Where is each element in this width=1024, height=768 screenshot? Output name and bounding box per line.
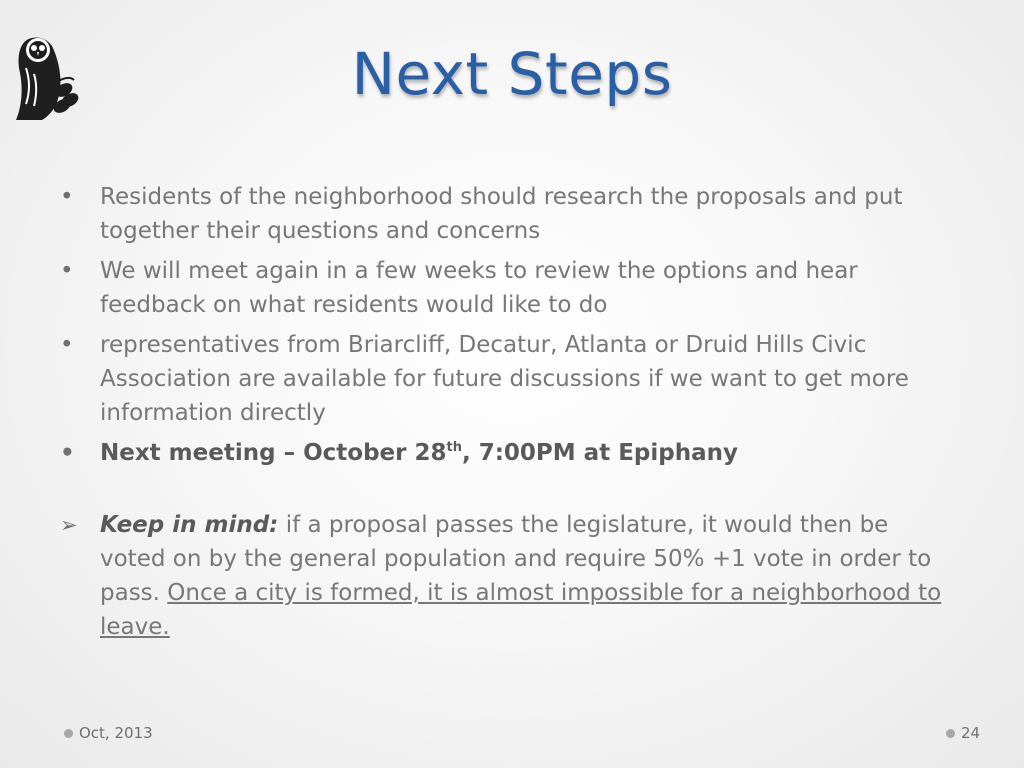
bullet-item	[56, 328, 956, 430]
footer-date-text: Oct, 2013	[79, 724, 153, 742]
bullet-item	[56, 254, 956, 322]
keep-in-mind-lead: Keep in mind:	[100, 512, 279, 538]
footer-page-text: 24	[961, 724, 981, 742]
bullet-text: Residents of the neighborhood should research the proposals and put together their questions and concerns	[100, 184, 903, 244]
bullet-item	[56, 180, 956, 248]
bullet-text: We will meet again in a few weeks to review the options and hear feedback on what residents would like to do	[100, 258, 858, 318]
footer-date	[64, 724, 153, 742]
keep-in-mind-underlined: Once a city is formed, it is almost impossible for a neighborhood to leave.	[100, 580, 942, 640]
bullet-icon: •	[60, 184, 74, 210]
meeting-prefix: Next meeting – October 28	[100, 440, 447, 466]
page-title: Next Steps	[351, 40, 673, 108]
bullet-text: representatives from Briarcliff, Decatur, Atlanta or Druid Hills Civic Association are available for future discussions if we want to get more information directly	[100, 332, 909, 426]
meeting-suffix: , 7:00PM at Epiphany	[461, 440, 738, 466]
slide-body	[56, 180, 956, 644]
footer-dot-icon	[946, 729, 955, 738]
footer-page-number	[946, 724, 980, 742]
bullet-icon: •	[60, 258, 74, 284]
meeting-sup: th	[446, 440, 462, 455]
bullet-icon: •	[60, 332, 74, 358]
bullet-icon: •	[60, 440, 75, 466]
keep-in-mind-text: if a proposal passes the legislature, it would then be voted on by the general population and require 50% +1 vote in order to pass.	[100, 512, 932, 606]
arrow-bullet-icon: ➢	[60, 513, 78, 537]
next-meeting-item	[56, 436, 956, 470]
keep-in-mind-item	[56, 508, 956, 644]
footer-dot-icon	[64, 729, 73, 738]
